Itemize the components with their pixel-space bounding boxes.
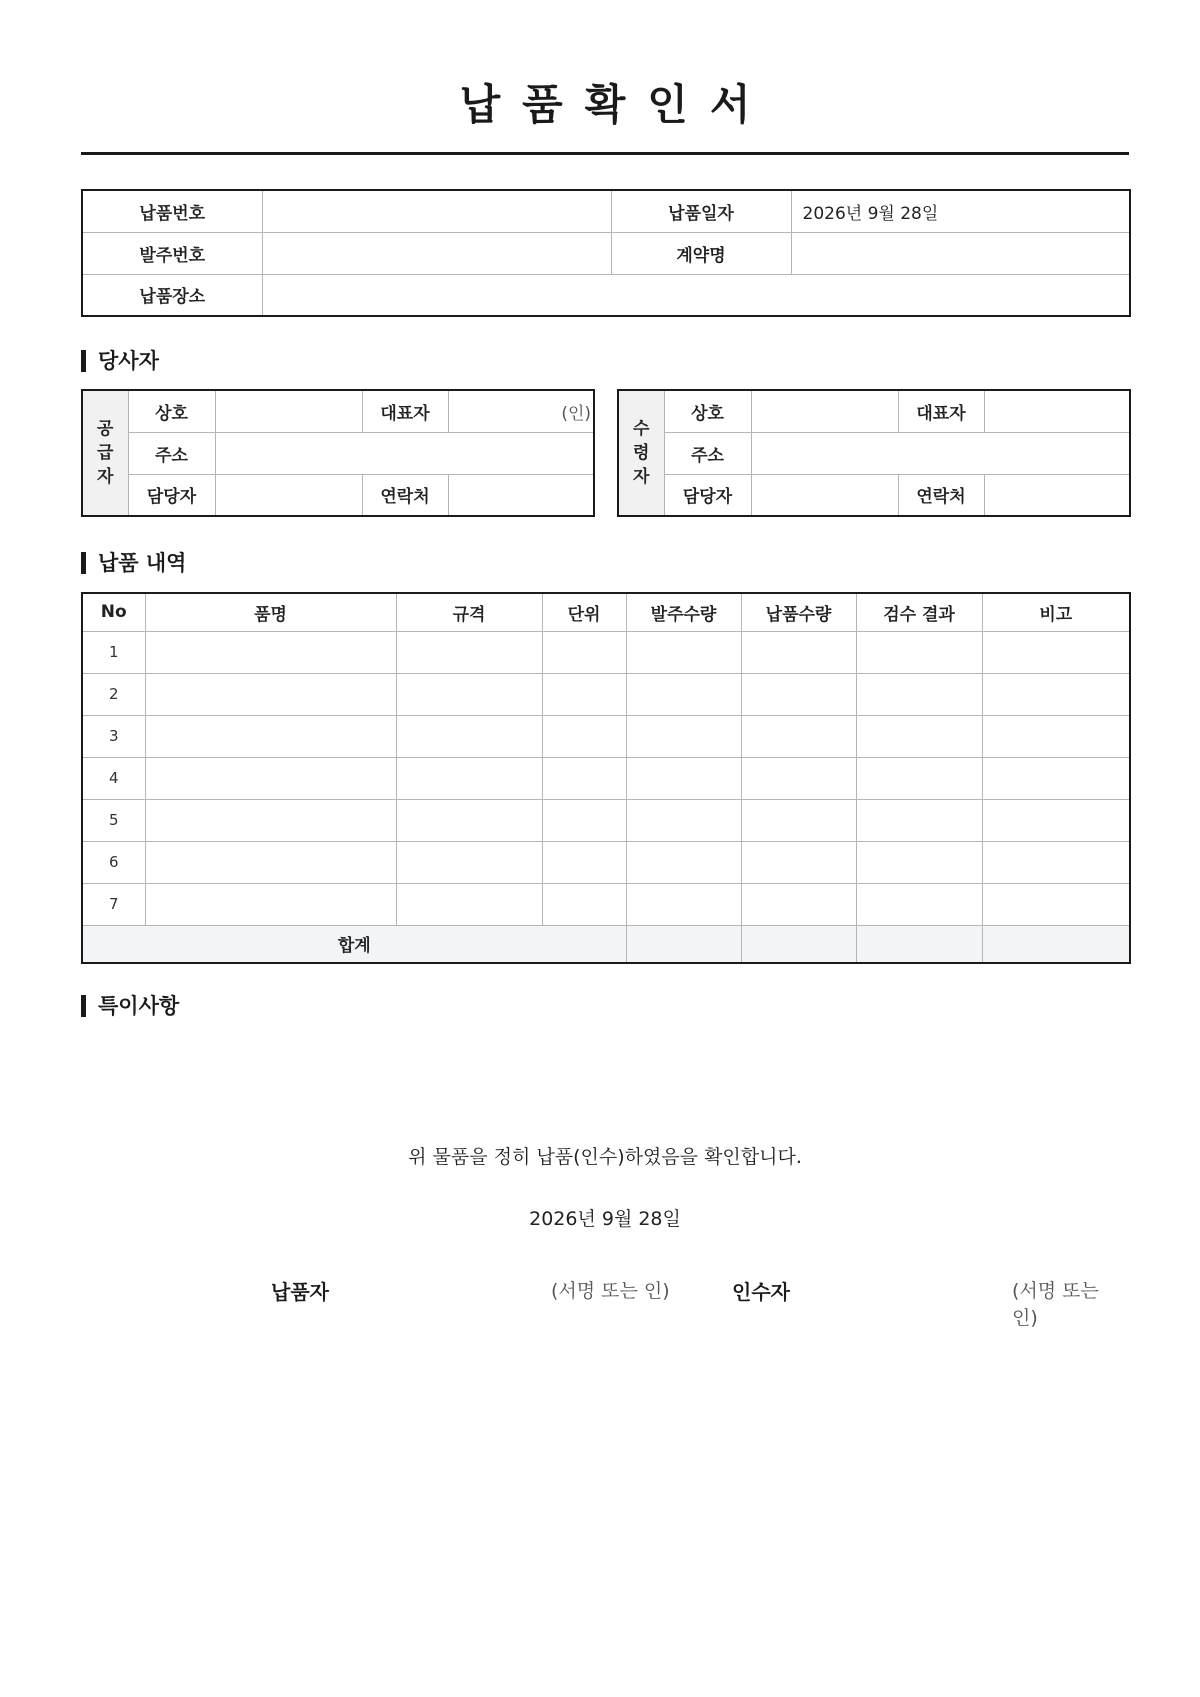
inspection-cell[interactable]: [856, 715, 982, 757]
place-field[interactable]: [262, 274, 1130, 316]
order-no-label: 발주번호: [82, 232, 262, 274]
table-row: [82, 715, 1130, 757]
unit-cell[interactable]: [542, 757, 626, 799]
unit-cell[interactable]: [542, 673, 626, 715]
spec-cell[interactable]: [396, 757, 542, 799]
note-cell[interactable]: [982, 883, 1130, 925]
receiver-rep-label: 대표자: [898, 390, 984, 432]
seal-mark: (인): [561, 403, 591, 424]
supplier-address-field[interactable]: [215, 432, 594, 474]
unit-cell[interactable]: [542, 883, 626, 925]
supplier-phone-label: 연락처: [362, 474, 448, 516]
table-row: [82, 757, 1130, 799]
spec-cell[interactable]: [396, 841, 542, 883]
row-number: 5: [82, 799, 145, 841]
order-qty-cell[interactable]: [626, 673, 741, 715]
inspection-cell[interactable]: [856, 841, 982, 883]
receiver-contact-field[interactable]: [751, 474, 898, 516]
header-unit: 단위: [542, 593, 626, 631]
delivery-qty-cell[interactable]: [741, 799, 856, 841]
document-title: 납품확인서: [459, 80, 773, 129]
inspection-cell[interactable]: [856, 883, 982, 925]
table-row: [82, 673, 1130, 715]
receiver-phone-field[interactable]: [984, 474, 1130, 516]
total-delivery-qty[interactable]: [741, 925, 856, 963]
header-item-name: 품명: [145, 593, 396, 631]
row-number: 7: [82, 883, 145, 925]
delivery-qty-cell[interactable]: [741, 715, 856, 757]
spec-cell[interactable]: [396, 715, 542, 757]
inspection-cell[interactable]: [856, 631, 982, 673]
item-name-cell[interactable]: [145, 631, 396, 673]
supplier-contact-field[interactable]: [215, 474, 362, 516]
delivery-no-label: 납품번호: [82, 190, 262, 232]
receiver-signature-hint[interactable]: (서명 또는 인): [1012, 1280, 1099, 1329]
note-cell[interactable]: [982, 799, 1130, 841]
receiver-address-field[interactable]: [751, 432, 1130, 474]
item-name-cell[interactable]: [145, 673, 396, 715]
delivery-qty-cell[interactable]: [741, 631, 856, 673]
contract-field[interactable]: [791, 232, 1130, 274]
header-inspection: 검수 결과: [856, 593, 982, 631]
order-qty-cell[interactable]: [626, 715, 741, 757]
unit-cell[interactable]: [542, 841, 626, 883]
spec-cell[interactable]: [396, 799, 542, 841]
contract-label: 계약명: [611, 232, 791, 274]
supplier-address-label: 주소: [128, 432, 215, 474]
item-name-cell[interactable]: [145, 715, 396, 757]
delivery-qty-cell[interactable]: [741, 883, 856, 925]
note-cell[interactable]: [982, 631, 1130, 673]
row-number: 1: [82, 631, 145, 673]
row-number: 6: [82, 841, 145, 883]
delivery-qty-cell[interactable]: [741, 841, 856, 883]
receiver-contact-label: 담당자: [664, 474, 751, 516]
item-name-cell[interactable]: [145, 799, 396, 841]
confirmation-date: 2026년 9월 28일: [529, 1208, 681, 1230]
row-number: 4: [82, 757, 145, 799]
order-no-field[interactable]: [262, 232, 611, 274]
item-name-cell[interactable]: [145, 757, 396, 799]
item-name-cell[interactable]: [145, 841, 396, 883]
supplier-phone-field[interactable]: [448, 474, 594, 516]
table-row: [82, 799, 1130, 841]
receiver-side-label: 수 령 자: [618, 390, 664, 516]
remarks-section-title: 특이사항: [81, 994, 179, 1018]
table-row: [82, 883, 1130, 925]
delivery-date-label: 납품일자: [611, 190, 791, 232]
receiver-table: [617, 389, 1131, 517]
receiver-company-label: 상호: [664, 390, 751, 432]
spec-cell[interactable]: [396, 631, 542, 673]
item-name-cell[interactable]: [145, 883, 396, 925]
total-label: 합계: [82, 925, 626, 963]
receiver-label: 인수자: [732, 1280, 790, 1304]
note-cell[interactable]: [982, 757, 1130, 799]
note-cell[interactable]: [982, 841, 1130, 883]
header-spec: 규격: [396, 593, 542, 631]
delivery-date-field[interactable]: 2026년 9월 28일: [791, 190, 1130, 232]
unit-cell[interactable]: [542, 631, 626, 673]
parties-section-title: 당사자: [81, 349, 159, 373]
delivery-no-field[interactable]: [262, 190, 611, 232]
inspection-cell[interactable]: [856, 757, 982, 799]
table-row: [82, 841, 1130, 883]
unit-cell[interactable]: [542, 799, 626, 841]
receiver-phone-label: 연락처: [898, 474, 984, 516]
total-order-qty[interactable]: [626, 925, 741, 963]
header-note: 비고: [982, 593, 1130, 631]
supplier-rep-field[interactable]: [448, 390, 594, 432]
total-inspection[interactable]: [856, 925, 982, 963]
inspection-cell[interactable]: [856, 673, 982, 715]
spec-cell[interactable]: [396, 883, 542, 925]
total-note[interactable]: [982, 925, 1130, 963]
supplier-side-label: 공 급 자: [82, 390, 128, 516]
receiver-rep-field[interactable]: [984, 390, 1130, 432]
order-qty-cell[interactable]: [626, 883, 741, 925]
total-row: [82, 925, 1130, 963]
header-no: No: [82, 593, 145, 631]
note-cell[interactable]: [982, 673, 1130, 715]
deliverer-label: 납품자: [271, 1280, 329, 1304]
supplier-company-label: 상호: [128, 390, 215, 432]
row-number: 3: [82, 715, 145, 757]
items-header-row: [82, 593, 1130, 631]
delivery-info-table: [81, 189, 1131, 317]
order-qty-cell[interactable]: [626, 757, 741, 799]
supplier-table: [81, 389, 595, 517]
place-label: 납품장소: [82, 274, 262, 316]
deliverer-signature-hint[interactable]: (서명 또는 인): [551, 1280, 670, 1302]
receiver-address-label: 주소: [664, 432, 751, 474]
delivery-qty-cell[interactable]: [741, 673, 856, 715]
order-qty-cell[interactable]: [626, 841, 741, 883]
delivery-qty-cell[interactable]: [741, 757, 856, 799]
unit-cell[interactable]: [542, 715, 626, 757]
items-table: [81, 592, 1131, 964]
table-row: [82, 631, 1130, 673]
supplier-company-field[interactable]: [215, 390, 362, 432]
inspection-cell[interactable]: [856, 799, 982, 841]
header-delivery-qty: 납품수량: [741, 593, 856, 631]
order-qty-cell[interactable]: [626, 799, 741, 841]
row-number: 2: [82, 673, 145, 715]
order-qty-cell[interactable]: [626, 631, 741, 673]
note-cell[interactable]: [982, 715, 1130, 757]
supplier-contact-label: 담당자: [128, 474, 215, 516]
confirmation-statement: 위 물품을 정히 납품(인수)하였음을 확인합니다.: [408, 1146, 802, 1168]
title-divider: [81, 152, 1129, 155]
spec-cell[interactable]: [396, 673, 542, 715]
items-section-title: 납품 내역: [81, 551, 186, 575]
header-order-qty: 발주수량: [626, 593, 741, 631]
supplier-rep-label: 대표자: [362, 390, 448, 432]
receiver-company-field[interactable]: [751, 390, 898, 432]
